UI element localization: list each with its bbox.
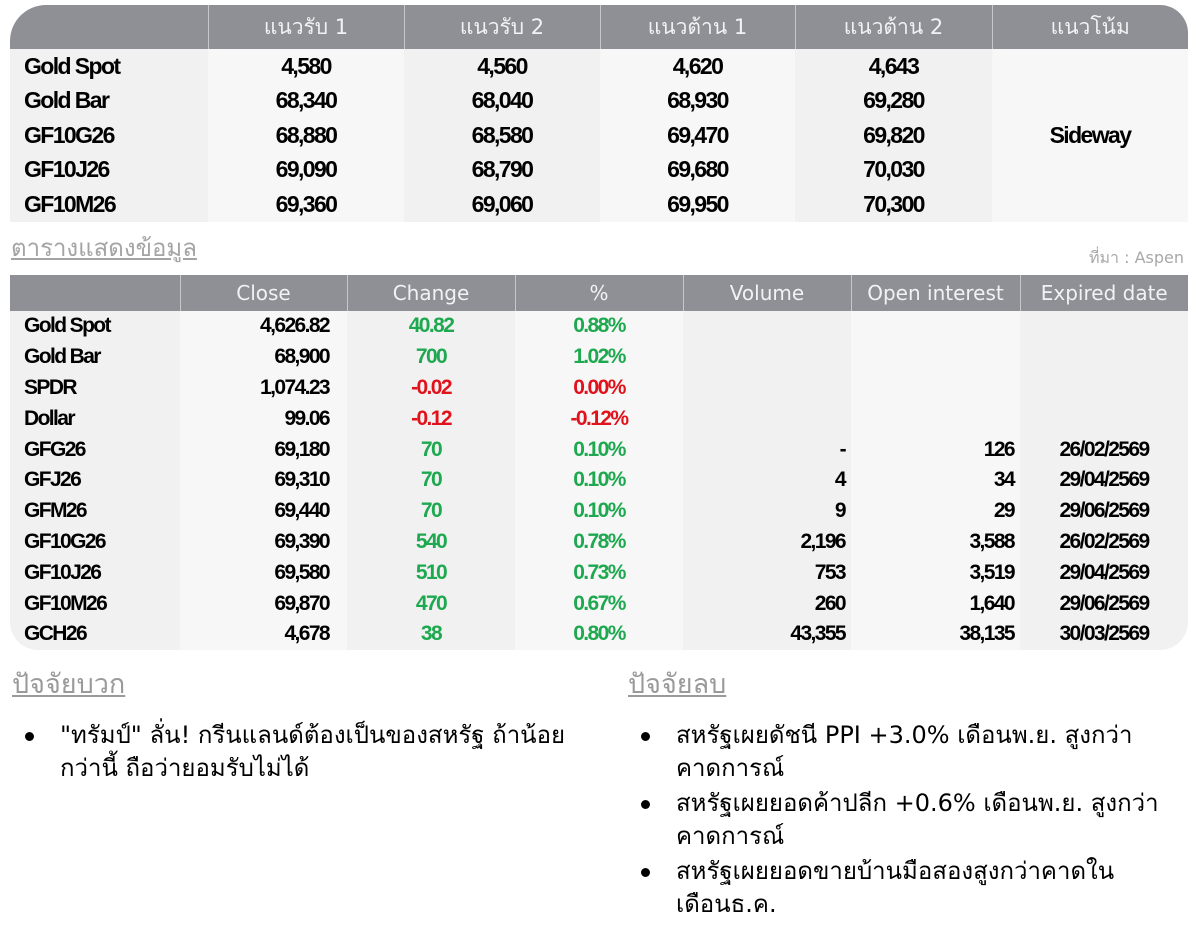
sr-header-name (10, 5, 208, 49)
sr-support-2: 69,060 (404, 187, 600, 222)
dt-expired-date: 26/02/2569 (1020, 434, 1188, 465)
dt-percent: 0.67% (515, 588, 683, 619)
dt-open-interest: 38,135 (851, 619, 1020, 650)
support-resistance-table (10, 5, 1188, 222)
sr-instrument: GF10M26 (10, 187, 208, 222)
dt-close: 68,900 (180, 342, 347, 373)
sr-resistance-1: 68,930 (600, 84, 795, 119)
sr-header-resistance-1: แนวต้าน 1 (600, 5, 795, 49)
dt-volume: - (683, 434, 851, 465)
sr-resistance-1: 69,470 (600, 118, 795, 153)
dt-instrument: GF10G26 (10, 527, 180, 558)
dt-volume (683, 311, 851, 342)
sr-instrument: Gold Bar (10, 84, 208, 119)
dt-open-interest (851, 342, 1020, 373)
dt-volume: 753 (683, 557, 851, 588)
dt-row (10, 557, 1188, 588)
dt-expired-date: 29/04/2569 (1020, 557, 1188, 588)
dt-volume: 43,355 (683, 619, 851, 650)
dt-percent: 0.10% (515, 434, 683, 465)
dt-open-interest (851, 373, 1020, 404)
dt-open-interest: 29 (851, 496, 1020, 527)
dt-close: 4,626.82 (180, 311, 347, 342)
dt-row (10, 588, 1188, 619)
dt-volume: 2,196 (683, 527, 851, 558)
negative-factors-section (628, 662, 1168, 923)
dt-percent: 0.73% (515, 557, 683, 588)
positive-factors-title: ปัจจัยบวก (12, 669, 126, 700)
dt-expired-date (1020, 311, 1188, 342)
sr-resistance-2: 69,820 (795, 118, 992, 153)
dt-row (10, 496, 1188, 527)
sr-support-1: 69,090 (208, 153, 404, 188)
dt-percent: 0.00% (515, 373, 683, 404)
dt-close: 69,870 (180, 588, 347, 619)
sr-support-1: 4,580 (208, 49, 404, 84)
dt-percent: -0.12% (515, 403, 683, 434)
negative-factors-list (628, 719, 1168, 921)
positive-factors-section (12, 662, 572, 787)
sr-resistance-2: 4,643 (795, 49, 992, 84)
dt-instrument: SPDR (10, 373, 180, 404)
dt-instrument: Dollar (10, 403, 180, 434)
dt-percent: 1.02% (515, 342, 683, 373)
dt-instrument: Gold Bar (10, 342, 180, 373)
dt-instrument: GFG26 (10, 434, 180, 465)
dt-instrument: GCH26 (10, 619, 180, 650)
dt-open-interest: 34 (851, 465, 1020, 496)
sr-instrument: GF10J26 (10, 153, 208, 188)
sr-row (10, 49, 1188, 84)
dt-close: 69,310 (180, 465, 347, 496)
dt-percent: 0.78% (515, 527, 683, 558)
dt-volume (683, 342, 851, 373)
dt-open-interest: 1,640 (851, 588, 1020, 619)
dt-instrument: Gold Spot (10, 311, 180, 342)
dt-open-interest: 3,588 (851, 527, 1020, 558)
sr-resistance-2: 69,280 (795, 84, 992, 119)
dt-close: 69,180 (180, 434, 347, 465)
dt-change: 70 (347, 496, 515, 527)
dt-change: 38 (347, 619, 515, 650)
sr-support-2: 68,040 (404, 84, 600, 119)
dt-row (10, 342, 1188, 373)
dt-instrument: GF10M26 (10, 588, 180, 619)
sr-header-resistance-2: แนวต้าน 2 (795, 5, 992, 49)
dt-header-open-interest: Open interest (851, 275, 1020, 311)
dt-close: 69,440 (180, 496, 347, 527)
dt-instrument: GFJ26 (10, 465, 180, 496)
dt-volume (683, 403, 851, 434)
sr-support-1: 68,880 (208, 118, 404, 153)
negative-factors-title: ปัจจัยลบ (628, 669, 727, 700)
dt-close: 69,580 (180, 557, 347, 588)
sr-resistance-1: 69,950 (600, 187, 795, 222)
dt-volume (683, 373, 851, 404)
dt-expired-date: 29/06/2569 (1020, 588, 1188, 619)
sr-resistance-2: 70,300 (795, 187, 992, 222)
dt-expired-date (1020, 403, 1188, 434)
dt-close: 69,390 (180, 527, 347, 558)
dt-change: 700 (347, 342, 515, 373)
dt-change: 70 (347, 465, 515, 496)
sr-support-2: 4,560 (404, 49, 600, 84)
dt-open-interest (851, 403, 1020, 434)
dt-change: -0.12 (347, 403, 515, 434)
dt-change: 470 (347, 588, 515, 619)
dt-expired-date (1020, 342, 1188, 373)
dt-change: 510 (347, 557, 515, 588)
sr-resistance-1: 4,620 (600, 49, 795, 84)
dt-row (10, 465, 1188, 496)
dt-expired-date: 29/06/2569 (1020, 496, 1188, 527)
positive-factor-item: "ทรัมป์" ลั่น! กรีนแลนด์ต้องเป็นของสหรัฐ ถ้าน้อยกว่านี้ ถือว่ายอมรับไม่ได้ (12, 719, 572, 785)
negative-factor-item: สหรัฐเผยยอดค้าปลีก +0.6% เดือนพ.ย. สูงกว่าคาดการณ์ (628, 787, 1168, 853)
dt-percent: 0.10% (515, 465, 683, 496)
sr-header-trend: แนวโน้ม (992, 5, 1188, 49)
dt-header-change: Change (347, 275, 515, 311)
dt-percent: 0.80% (515, 619, 683, 650)
dt-row (10, 373, 1188, 404)
market-data-table (10, 275, 1188, 650)
dt-volume: 4 (683, 465, 851, 496)
sr-support-2: 68,790 (404, 153, 600, 188)
dt-header-close: Close (180, 275, 347, 311)
sr-instrument: GF10G26 (10, 118, 208, 153)
dt-change: 70 (347, 434, 515, 465)
data-table-title: ตารางแสดงข้อมูล (11, 234, 197, 262)
dt-instrument: GFM26 (10, 496, 180, 527)
sr-resistance-2: 70,030 (795, 153, 992, 188)
sr-header-row (10, 5, 1188, 49)
dt-expired-date (1020, 373, 1188, 404)
dt-row (10, 434, 1188, 465)
sr-support-1: 69,360 (208, 187, 404, 222)
dt-header-expired-date: Expired date (1020, 275, 1188, 311)
dt-expired-date: 29/04/2569 (1020, 465, 1188, 496)
dt-row (10, 403, 1188, 434)
dt-close: 1,074.23 (180, 373, 347, 404)
sr-support-2: 68,580 (404, 118, 600, 153)
dt-close: 4,678 (180, 619, 347, 650)
data-source-label: ที่มา : Aspen (1088, 248, 1184, 267)
negative-factor-item: สหรัฐเผยดัชนี PPI +3.0% เดือนพ.ย. สูงกว่าคาดการณ์ (628, 719, 1168, 785)
sr-header-support-1: แนวรับ 1 (208, 5, 404, 49)
dt-volume: 260 (683, 588, 851, 619)
sr-support-1: 68,340 (208, 84, 404, 119)
dt-row (10, 619, 1188, 650)
dt-expired-date: 26/02/2569 (1020, 527, 1188, 558)
dt-change: 540 (347, 527, 515, 558)
dt-open-interest (851, 311, 1020, 342)
dt-change: -0.02 (347, 373, 515, 404)
dt-row (10, 311, 1188, 342)
negative-factor-item: สหรัฐเผยยอดขายบ้านมือสองสูงกว่าคาดในเดือนธ.ค. (628, 855, 1168, 921)
dt-open-interest: 126 (851, 434, 1020, 465)
sr-resistance-1: 69,680 (600, 153, 795, 188)
dt-percent: 0.88% (515, 311, 683, 342)
sr-header-support-2: แนวรับ 2 (404, 5, 600, 49)
dt-instrument: GF10J26 (10, 557, 180, 588)
dt-row (10, 527, 1188, 558)
dt-volume: 9 (683, 496, 851, 527)
positive-factors-list (12, 719, 572, 785)
dt-header-name (10, 275, 180, 311)
dt-open-interest: 3,519 (851, 557, 1020, 588)
sr-instrument: Gold Spot (10, 49, 208, 84)
dt-header-row (10, 275, 1188, 311)
dt-expired-date: 30/03/2569 (1020, 619, 1188, 650)
dt-header-percent: % (515, 275, 683, 311)
dt-percent: 0.10% (515, 496, 683, 527)
dt-header-volume: Volume (683, 275, 851, 311)
dt-close: 99.06 (180, 403, 347, 434)
sr-trend: Sideway (992, 49, 1188, 222)
dt-change: 40.82 (347, 311, 515, 342)
